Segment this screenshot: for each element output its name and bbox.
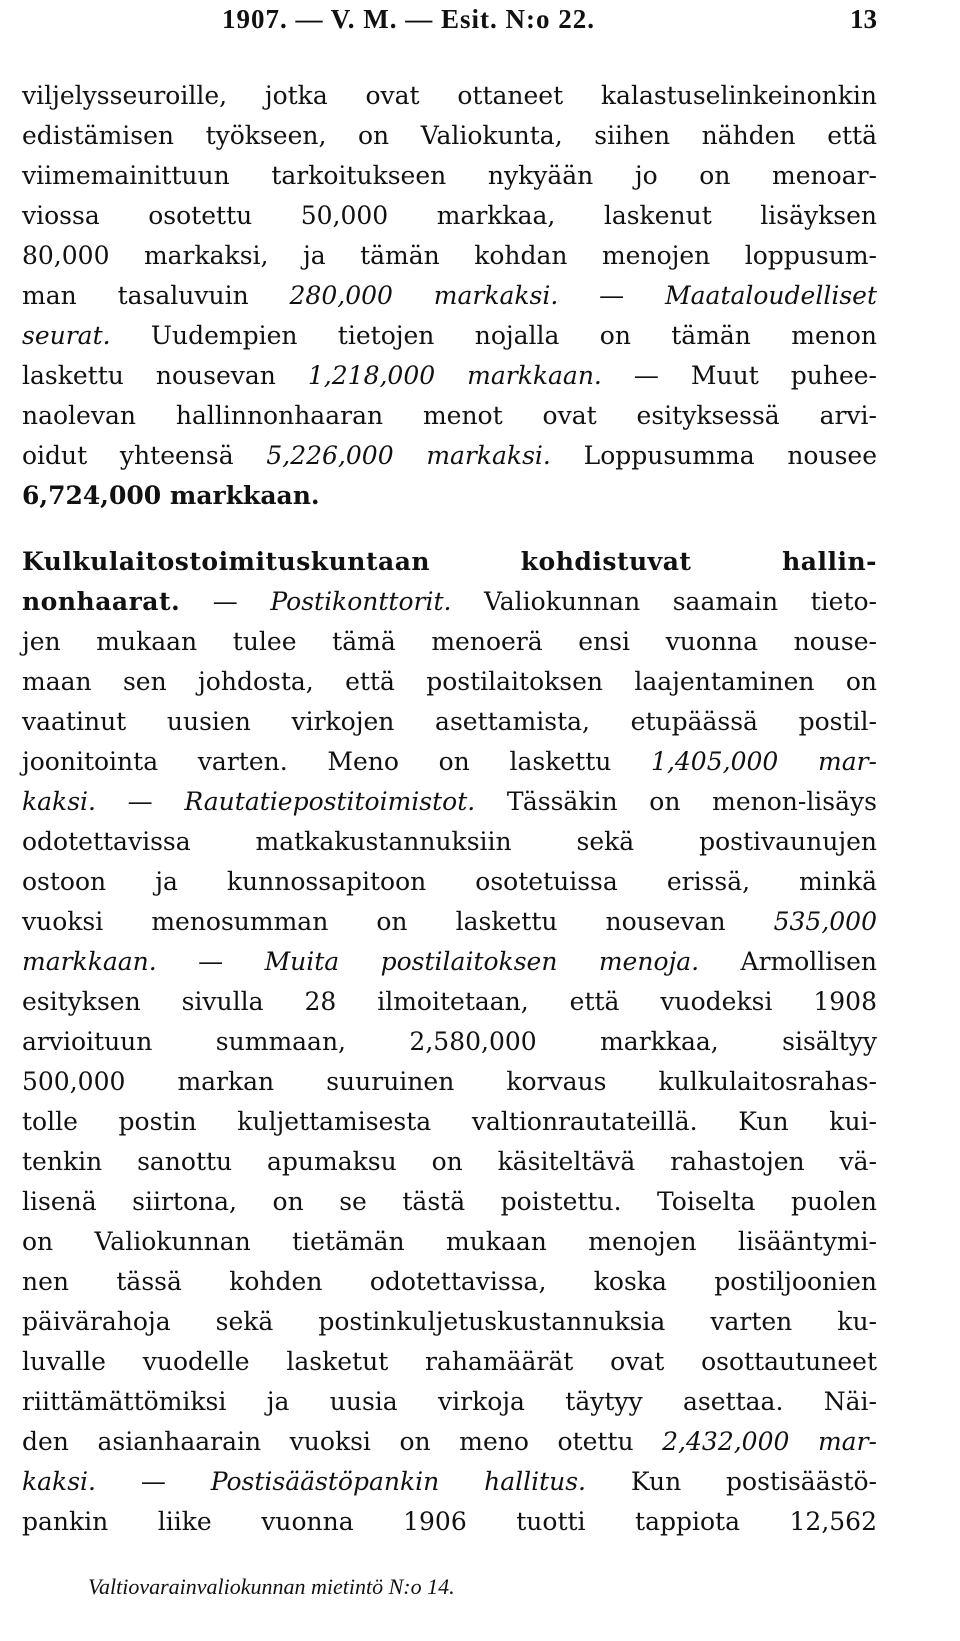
text-line: [22, 156, 877, 196]
text-span: viljelysseuroille, jotka ovat ottaneet kalastuselinkeinonkin: [22, 81, 877, 110]
text-span: 500,000 markan suuruinen korvaus kulkulaitosrahas-: [22, 1067, 877, 1096]
text-span: vaatinut uusien virkojen asettamista, etupäässä postil-: [22, 707, 877, 736]
section-italic: seurat.: [22, 321, 111, 350]
page-header: [22, 4, 877, 44]
text-span: joonitointa varten. Meno on laskettu: [22, 747, 652, 776]
text-span: esityksen sivulla 28 ilmoitetaan, että vuodeksi 1908: [22, 987, 877, 1016]
section-italic: Rautatiepostitoimistot.: [184, 787, 476, 816]
text-span: viimemainittuun tarkoitukseen nykyään jo on menoar-: [22, 161, 877, 190]
text-span: den asianhaarain vuoksi on meno otettu: [22, 1427, 663, 1456]
text-span: pankin liike vuonna 1906 tuotti tappiota 12,562: [22, 1507, 877, 1536]
text-span: naolevan hallinnonhaaran menot ovat esityksessä arvi-: [22, 401, 877, 430]
text-line: [22, 1062, 877, 1102]
text-line: [22, 1222, 877, 1262]
text-span: riittämättömiksi ja uusia virkoja täytyy asettaa. Näi-: [22, 1387, 877, 1416]
text-line: [22, 982, 877, 1022]
text-line: [22, 316, 877, 356]
text-line: [22, 1102, 877, 1142]
text-line: [22, 1382, 877, 1422]
text-line: [22, 622, 877, 662]
text-span: lisenä siirtona, on se tästä poistettu. Toiselta puolen: [22, 1187, 877, 1216]
text-span: Loppusumma nousee: [550, 441, 877, 470]
text-line: [22, 1022, 877, 1062]
text-line: [22, 1502, 877, 1542]
text-line: [22, 76, 877, 116]
text-line: [22, 436, 877, 476]
text-line: [22, 1142, 877, 1182]
text-line: [22, 1342, 877, 1382]
dash: —: [95, 787, 185, 816]
text-span: vuoksi menosumman on laskettu nousevan: [22, 907, 774, 936]
text-span: tenkin sanottu apumaksu on käsiteltävä rahastojen vä-: [22, 1147, 877, 1176]
text-span: oidut yhteensä: [22, 441, 267, 470]
text-span: laskettu nousevan: [22, 361, 308, 390]
section-heading: nonhaarat.: [22, 587, 181, 616]
text-span: jen mukaan tulee tämä menoerä ensi vuonna nouse-: [22, 627, 877, 656]
text-line: [22, 782, 877, 822]
text-line: [22, 1182, 877, 1222]
text-span: ostoon ja kunnossapitoon osotetuissa erissä, minkä: [22, 867, 877, 896]
amount-italic: kaksi.: [22, 1467, 96, 1496]
dash: —: [95, 1467, 211, 1496]
text-span: edistämisen työkseen, on Valiokunta, siihen nähden että: [22, 121, 877, 150]
running-title: 1907. — V. M. — Esit. N:o 22.: [222, 4, 596, 34]
text-line: [22, 476, 877, 516]
section-italic: Postikonttorit.: [270, 587, 452, 616]
text-line: [22, 702, 877, 742]
text-line: [22, 1422, 877, 1462]
amount-italic: 1,218,000 markkaan.: [307, 361, 602, 390]
text-span: odotettavissa matkakustannuksiin sekä postivaunujen: [22, 827, 877, 856]
text-span: päivärahoja sekä postinkuljetuskustannuksia varten ku-: [22, 1307, 877, 1336]
amount-italic: 280,000 markaksi.: [289, 281, 559, 310]
text-span: tolle postin kuljettamisesta valtionrautateillä. Kun kui-: [22, 1107, 877, 1136]
text-span: viossa osotettu 50,000 markkaa, laskenut lisäyksen: [22, 201, 877, 230]
text-line: [22, 862, 877, 902]
text-line: [22, 236, 877, 276]
total-bold: 6,724,000 markkaan.: [22, 481, 320, 510]
section-italic: Muita postilaitoksen menoja.: [264, 947, 700, 976]
text-span: Armollisen: [699, 947, 878, 976]
section-heading: Kulkulaitostoimituskuntaan kohdistuvat hallin-: [22, 547, 877, 576]
amount-italic: 2,432,000 mar-: [662, 1427, 877, 1456]
text-line: [22, 942, 877, 982]
text-span: — Muut puhee-: [601, 361, 877, 390]
text-line: [22, 196, 877, 236]
text-line: [22, 542, 877, 582]
text-line: [22, 582, 877, 622]
text-line: [22, 662, 877, 702]
text-span: Kun postisäästö-: [586, 1467, 877, 1496]
text-line: [22, 276, 877, 316]
amount-italic: kaksi.: [22, 787, 96, 816]
text-line: [22, 396, 877, 436]
text-span: maan sen johdosta, että postilaitoksen laajentaminen on: [22, 667, 877, 696]
text-line: [22, 1262, 877, 1302]
amount-italic: 535,000: [773, 907, 877, 936]
text-span: on Valiokunnan tietämän mukaan menojen lisääntymi-: [22, 1227, 877, 1256]
text-span: arvioituun summaan, 2,580,000 markkaa, sisältyy: [22, 1027, 877, 1056]
text-span: 80,000 markaksi, ja tämän kohdan menojen loppusum-: [22, 241, 877, 270]
document-page: [22, 0, 877, 1641]
page-number: 13: [850, 4, 877, 34]
text-span: Tässäkin on menon-lisäys: [475, 787, 877, 816]
text-line: [22, 1462, 877, 1502]
text-line: [22, 1302, 877, 1342]
dash: —: [156, 947, 265, 976]
section-italic: Postisäästöpankin hallitus.: [210, 1467, 587, 1496]
text-span: Uudempien tietojen nojalla on tämän menon: [110, 321, 877, 350]
text-line: [22, 822, 877, 862]
text-line: [22, 742, 877, 782]
amount-italic: 5,226,000 markaksi.: [266, 441, 551, 470]
amount-italic: markkaan.: [22, 947, 157, 976]
section-italic: Maataloudelliset: [665, 281, 877, 310]
text-span: Valiokunnan saamain tieto-: [451, 587, 877, 616]
text-line: [22, 356, 877, 396]
footer-signature: Valtiovarainvaliokunnan mietintö N:o 14.: [88, 1574, 455, 1599]
text-span: luvalle vuodelle lasketut rahamäärät ovat osottautuneet: [22, 1347, 877, 1376]
text-span: man tasaluvuin: [22, 281, 290, 310]
amount-italic: 1,405,000 mar-: [651, 747, 877, 776]
text-span: nen tässä kohden odotettavissa, koska postiljoonien: [22, 1267, 877, 1296]
text-line: [22, 116, 877, 156]
dash: —: [180, 587, 271, 616]
dash: —: [558, 281, 666, 310]
text-line: [22, 902, 877, 942]
